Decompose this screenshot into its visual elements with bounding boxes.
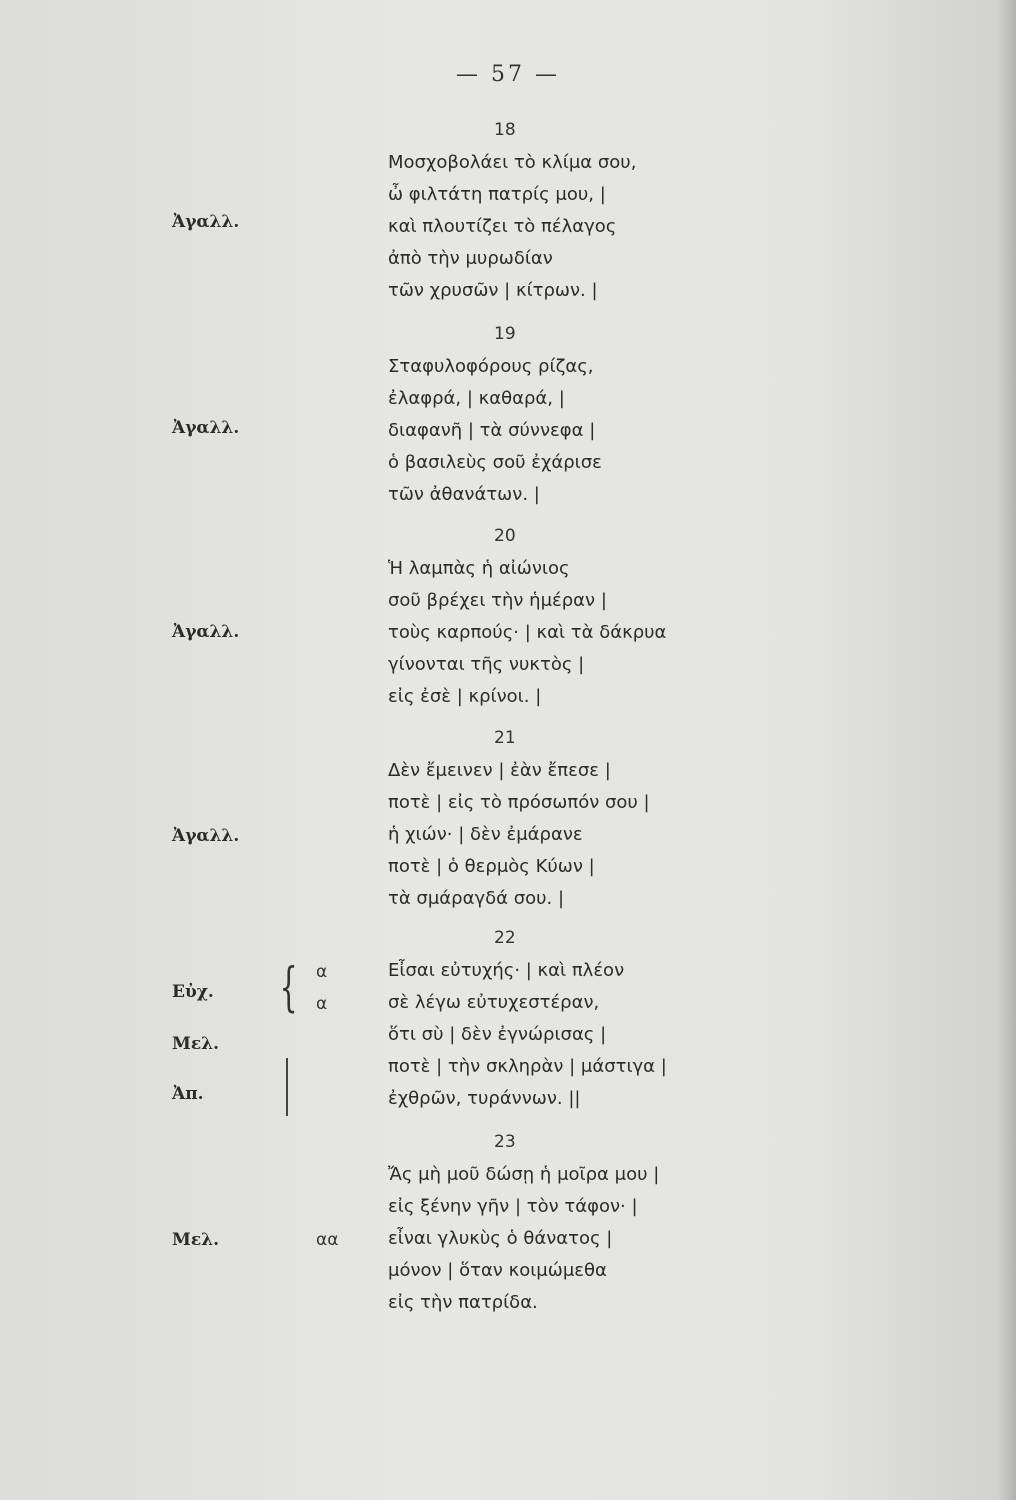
speaker-label: Ἀγαλλ. (172, 212, 240, 232)
speaker-label: Μελ. (172, 1230, 219, 1250)
voice-marker: αα (316, 1230, 339, 1250)
stanza-number: 18 (494, 120, 516, 140)
speaker-label: Μελ. (172, 1034, 219, 1054)
verse-line: τῶν ἀθανάτων. | (388, 484, 540, 505)
verse-line: διαφανῆ | τὰ σύννεφα | (388, 420, 596, 441)
verse-line: σὲ λέγω εὐτυχεστέραν, (388, 992, 600, 1013)
verse-line: γίνονται τῆς νυκτὸς | (388, 654, 585, 675)
speaker-label: Ἀγαλλ. (172, 826, 240, 846)
speaker-label: Ἀγαλλ. (172, 622, 240, 642)
verse-line: ἐλαφρά, | καθαρά, | (388, 388, 565, 409)
voice-marker: α (316, 962, 328, 982)
verse-line: ποτὲ | εἰς τὸ πρόσωπόν σου | (388, 792, 650, 813)
verse-line: μόνον | ὅταν κοιμώμεθα (388, 1260, 607, 1281)
verse-line: σοῦ βρέχει τὴν ἡμέραν | (388, 590, 607, 611)
verse-line: Εἶσαι εὐτυχής· | καὶ πλέον (388, 960, 625, 981)
verse-line: ποτὲ | τὴν σκληρὰν | μάστιγα | (388, 1056, 667, 1077)
page-edge-shadow (998, 0, 1016, 1500)
verse-line: εἰς ἐσὲ | κρίνοι. | (388, 686, 542, 707)
voice-marker: α (316, 994, 328, 1014)
verse-line: τῶν χρυσῶν | κίτρων. | (388, 280, 598, 301)
stanza-number: 20 (494, 526, 516, 546)
speaker-label: Ἀπ. (172, 1084, 204, 1104)
verse-line: ἡ χιών· | δὲν ἐμάρανε (388, 824, 583, 845)
brace: { (279, 958, 298, 1018)
stanza-number: 21 (494, 728, 516, 748)
verse-line: καὶ πλουτίζει τὸ πέλαγος (388, 216, 617, 237)
stanza-number: 19 (494, 324, 516, 344)
verse-line: Ἄς μὴ μοῦ δώσῃ ἡ μοῖρα μου | (388, 1164, 660, 1185)
verse-line: τὰ σμάραγδά σου. | (388, 888, 565, 909)
stanza-number: 22 (494, 928, 516, 948)
verse-line: Δὲν ἔμεινεν | ἐὰν ἔπεσε | (388, 760, 611, 781)
speaker-label: Εὐχ. (172, 982, 214, 1002)
stanza-number: 23 (494, 1132, 516, 1152)
verse-line: τοὺς καρπούς· | καὶ τὰ δάκρυα (388, 622, 667, 643)
speaker-label: Ἀγαλλ. (172, 418, 240, 438)
verse-line: εἶναι γλυκὺς ὁ θάνατος | (388, 1228, 613, 1249)
verse-line: ὅτι σὺ | δὲν ἐγνώρισας | (388, 1024, 607, 1045)
verse-line: Σταφυλοφόρους ρίζας, (388, 356, 594, 377)
verse-line: Ἡ λαμπὰς ἡ αἰώνιος (388, 558, 570, 579)
verse-line: εἰς ξένην γῆν | τὸν τάφον· | (388, 1196, 638, 1217)
verse-line: ὦ φιλτάτη πατρίς μου, | (388, 184, 606, 205)
verse-line: ἀπὸ τὴν μυρωδίαν (388, 248, 553, 269)
vertical-bracket (286, 1058, 288, 1116)
verse-line: ποτὲ | ὁ θερμὸς Κύων | (388, 856, 595, 877)
verse-line: Μοσχοβολάει τὸ κλίμα σου, (388, 152, 637, 173)
verse-line: εἰς τὴν πατρίδα. (388, 1292, 538, 1313)
verse-line: ὁ βασιλεὺς σοῦ ἐχάρισε (388, 452, 602, 473)
page-number: — 57 — (456, 62, 560, 87)
verse-line: ἐχθρῶν, τυράννων. || (388, 1088, 581, 1109)
